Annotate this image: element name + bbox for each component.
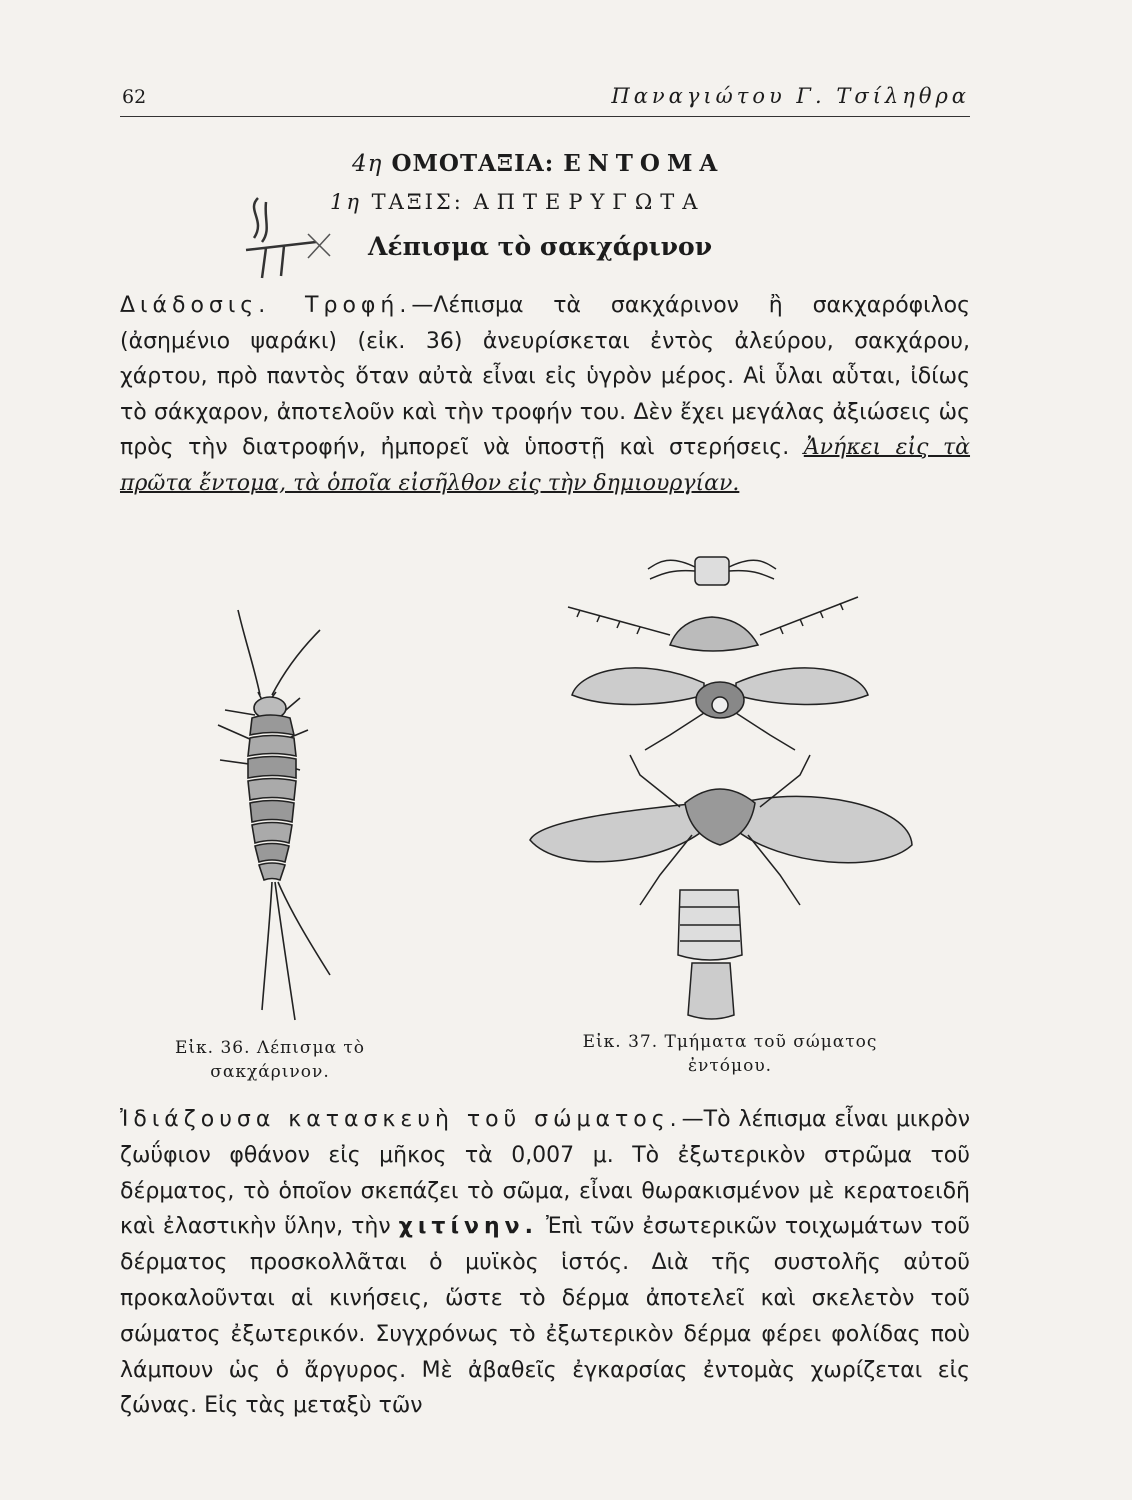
- order-title: [330, 190, 705, 214]
- para2-text1: —Τὸ λέπισμα εἶναι μικρὸν ζωΰφιον φθάνον εἰς μῆκος τὰ 0,007 μ. Τὸ ἐξωτερικὸν στρῶμα τοῦ δέρματος, τὸ ὁποῖον σκεπάζει τὸ σῶμα, εἶναι θωρακισμένον μὲ κερατοειδῆ καὶ ἐλαστικὴν ὕλην, τὴν: [120, 1107, 970, 1240]
- class-number: 4η: [352, 151, 383, 177]
- figure-36-caption-line1: Εἰκ. 36. Λέπισμα τὸ: [174, 1038, 366, 1058]
- class-title: [352, 150, 724, 177]
- para2-lead: Ἰδιάζουσα κατασκευὴ τοῦ σώματος.: [120, 1107, 682, 1132]
- paragraph-body-structure: [120, 1102, 970, 1424]
- handwritten-margin-note: [236, 190, 336, 280]
- figure-36-caption-line2: σακχάρινον.: [210, 1062, 330, 1082]
- para1-lead: Διάδοσις. Τροφή.: [120, 293, 412, 318]
- para2-bold-term: χιτίνην.: [398, 1214, 539, 1240]
- figure-37-caption-line2: ἐντόμου.: [687, 1056, 773, 1076]
- figure-36-caption: [160, 1036, 380, 1084]
- order-name: ΑΠΤΕΡΥΓΩΤΑ: [473, 190, 706, 214]
- para1-italic-underlined: Ἀνήκει εἰς τὰ πρῶτα ἔντομα, τὰ ὁποῖα εἰσῆλθον εἰς τὴν δημιουργίαν.: [120, 435, 971, 496]
- para1-text: —Λέπισμα τὰ σακχάρινον ἢ σακχαρόφιλος (ἀσημένιο ψαράκι) (εἰκ. 36) ἀνευρίσκεται ἐντὸς ἀλεύρου, σακχάρου, χάρτου, πρὸ παντὸς ὅταν αὐτὰ εἶναι εἰς ὑγρὸν μέρος. Αἱ ὗλαι αὗται, ἰδίως τὸ σάκχαρον, ἀποτελοῦν καὶ τὴν τροφήν του. Δὲν ἔχει μεγάλας ἀξιώσεις ὡς πρὸς τὴν διατροφήν, ἠμπορεῖ νὰ ὑποστῇ καὶ στερήσεις.: [120, 293, 970, 460]
- order-number: 1η: [330, 190, 362, 214]
- class-label: ΟΜΟΤΑΞΙΑ:: [391, 150, 555, 177]
- running-head: Παναγιώτου Γ. Τσίληθρα: [611, 84, 970, 108]
- class-name: ΕΝΤΟΜΑ: [563, 150, 725, 177]
- order-label: ΤΑΞΙΣ:: [371, 190, 464, 214]
- figure-37-caption: [540, 1030, 920, 1078]
- figure-36-silverfish: [200, 600, 360, 1030]
- species-title: Λέπισμα τὸ σακχάρινον: [368, 232, 713, 261]
- para2-text2: Ἐπὶ τῶν ἐσωτερικῶν τοιχωμάτων τοῦ δέρματος προσκολλᾶται ὁ μυϊκὸς ἱστός. Διὰ τῆς συστολῆς αὐτοῦ προκαλοῦνται αἱ κινήσεις, ὥστε τὸ δέρμα ἀποτελεῖ καὶ σκελετὸν τοῦ σώματος ἐξωτερικόν. Συγχρόνως τὸ ἐξωτερικὸν δέρμα φέρει φολίδας ποὺ λάμπουν ὡς ὁ ἄργυρος. Μὲ ἀβαθεῖς ἐγκαρσίας ἐντομὰς χωρίζεται εἰς ζώνας. Εἰς τὰς μεταξὺ τῶν: [120, 1214, 970, 1419]
- paragraph-distribution: [120, 288, 970, 501]
- page-number: 62: [122, 86, 147, 108]
- figure-37-insect-body-parts: [520, 545, 920, 1025]
- figure-37-caption-line1: Εἰκ. 37. Τμήματα τοῦ σώματος: [582, 1032, 878, 1052]
- page-header: [120, 82, 970, 117]
